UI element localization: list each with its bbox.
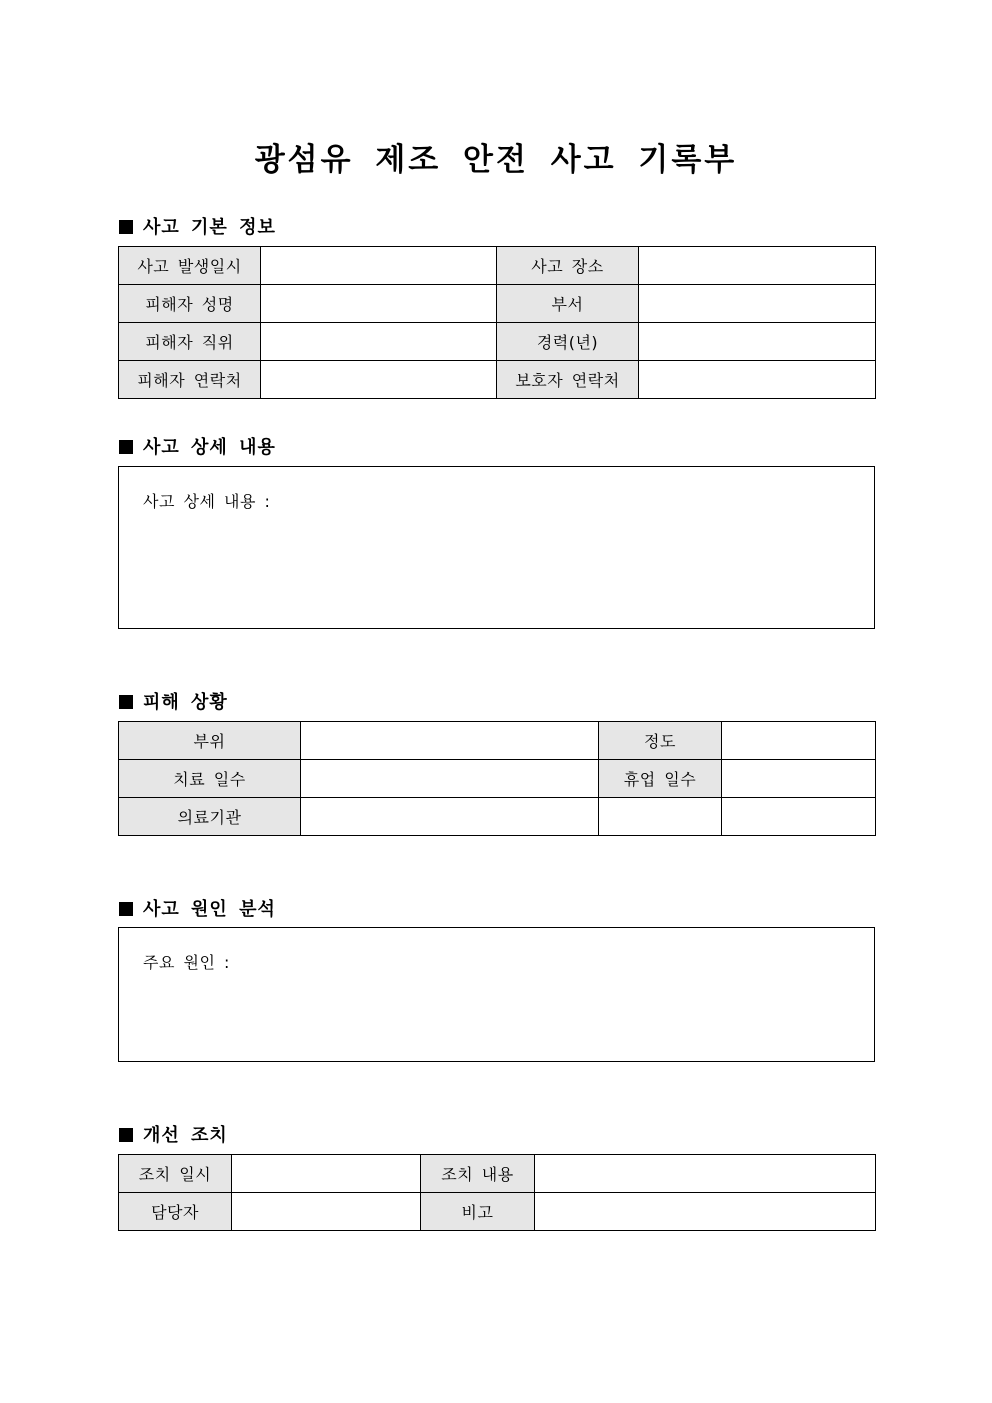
table-row [119,722,876,760]
document-title: 광섬유 제조 안전 사고 기록부 [254,142,738,178]
action-datetime-field[interactable] [232,1155,421,1193]
label-severity: 정도 [599,722,722,760]
remarks-field[interactable] [535,1193,876,1231]
label-department: 부서 [497,285,639,323]
table-row [119,247,876,285]
empty-cell[interactable] [722,798,876,836]
section-heading-damage: 피해 상황 [119,688,228,714]
label-body-part: 부위 [119,722,301,760]
label-treatment-days: 치료 일수 [119,760,301,798]
table-row [119,760,876,798]
treatment-days-field[interactable] [301,760,599,798]
section-heading-improvement: 개선 조치 [119,1121,228,1147]
accident-details-box[interactable] [118,466,875,629]
victim-contact-field[interactable] [261,361,497,399]
square-bullet-icon [119,695,133,709]
label-victim-contact: 피해자 연락처 [119,361,261,399]
person-in-charge-field[interactable] [232,1193,421,1231]
label-leave-days: 휴업 일수 [599,760,722,798]
department-field[interactable] [639,285,876,323]
label-remarks: 비고 [421,1193,535,1231]
table-row [119,361,876,399]
section-heading-cause: 사고 원인 분석 [119,895,276,921]
body-part-field[interactable] [301,722,599,760]
accident-datetime-field[interactable] [261,247,497,285]
medical-institution-field[interactable] [301,798,599,836]
accident-details-prompt: 사고 상세 내용 : [143,492,271,511]
improvement-table [118,1154,876,1231]
table-row [119,323,876,361]
severity-field[interactable] [722,722,876,760]
action-content-field[interactable] [535,1155,876,1193]
section-heading-basic-info: 사고 기본 정보 [119,213,276,239]
square-bullet-icon [119,440,133,454]
table-row [119,1193,876,1231]
victim-name-field[interactable] [261,285,497,323]
square-bullet-icon [119,1128,133,1142]
damage-table [118,721,876,836]
square-bullet-icon [119,220,133,234]
empty-cell[interactable] [599,798,722,836]
label-accident-datetime: 사고 발생일시 [119,247,261,285]
table-row [119,1155,876,1193]
label-victim-name: 피해자 성명 [119,285,261,323]
table-row [119,798,876,836]
accident-location-field[interactable] [639,247,876,285]
section-heading-details: 사고 상세 내용 [119,433,276,459]
cause-analysis-prompt: 주요 원인 : [143,953,230,972]
cause-analysis-box[interactable] [118,927,875,1062]
victim-position-field[interactable] [261,323,497,361]
label-action-content: 조치 내용 [421,1155,535,1193]
label-guardian-contact: 보호자 연락처 [497,361,639,399]
square-bullet-icon [119,902,133,916]
basic-info-table [118,246,876,399]
label-victim-position: 피해자 직위 [119,323,261,361]
label-action-datetime: 조치 일시 [119,1155,232,1193]
experience-years-field[interactable] [639,323,876,361]
label-medical-institution: 의료기관 [119,798,301,836]
label-accident-location: 사고 장소 [497,247,639,285]
label-person-in-charge: 담당자 [119,1193,232,1231]
guardian-contact-field[interactable] [639,361,876,399]
leave-days-field[interactable] [722,760,876,798]
label-experience-years: 경력(년) [497,323,639,361]
table-row [119,285,876,323]
